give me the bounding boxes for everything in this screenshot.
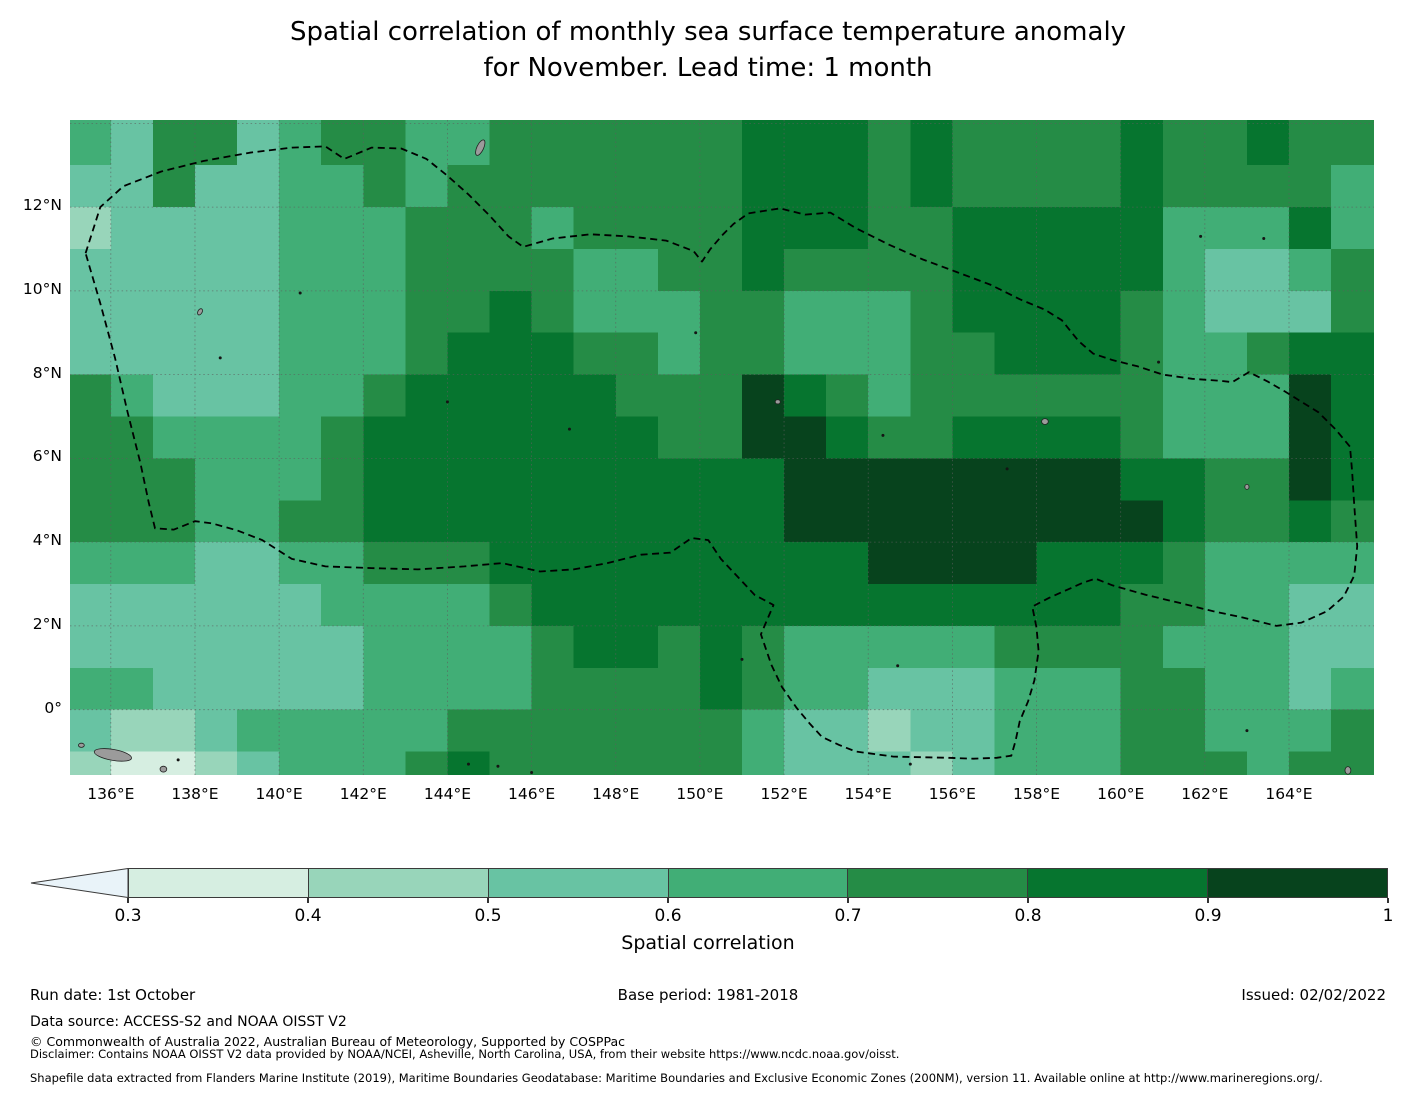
islet-dot: [219, 356, 222, 359]
x-tick-label: 148°E: [592, 785, 640, 803]
x-tick-label: 164°E: [1265, 785, 1313, 803]
x-tick-label: 144°E: [423, 785, 471, 803]
x-tick-label: 152°E: [760, 785, 808, 803]
x-tick-label: 136°E: [87, 785, 135, 803]
island: [1245, 484, 1249, 489]
colorbar-tick-label: 0.6: [654, 906, 682, 926]
islet-dot: [1262, 237, 1265, 240]
islet-dot: [446, 400, 449, 403]
island: [78, 743, 84, 747]
colorbar-tick-mark: [487, 898, 489, 903]
correlation-heatmap: [70, 120, 1374, 775]
colorbar-segment: [1027, 869, 1207, 897]
y-tick-label: 6°N: [32, 447, 62, 466]
x-tick-label: 138°E: [171, 785, 219, 803]
colorbar-tick-mark: [307, 898, 309, 903]
x-tick-label: 158°E: [1012, 785, 1061, 803]
colorbar-segment: [668, 869, 848, 897]
islet-dot: [694, 331, 697, 334]
y-tick-label: 10°N: [22, 279, 62, 298]
x-tick-label: 156°E: [928, 785, 976, 803]
islet-dot: [1157, 361, 1160, 364]
shapefile-credit-text: Shapefile data extracted from Flanders Marine Institute (2019), Maritime Boundaries Geodatabase: Maritime Boundaries and Exclusive Economic Zones (200NM), version 11. Available online at http://www.marineregions.org/.: [30, 1071, 1323, 1085]
island: [160, 766, 167, 772]
run-date-text: Run date: 1st October: [30, 986, 196, 1004]
base-period-text: Base period: 1981-2018: [617, 986, 799, 1004]
islet-dot: [299, 291, 302, 294]
islet-dot: [909, 763, 912, 766]
x-tick-label: 162°E: [1181, 785, 1229, 803]
colorbar-tick-label: 0.5: [474, 906, 502, 926]
colorbar-bar: [128, 868, 1388, 898]
islet-dot: [881, 434, 884, 437]
islet-dot: [740, 658, 743, 661]
x-tick-label: 140°E: [255, 785, 303, 803]
islet-dot: [568, 428, 571, 431]
islet-dot: [1199, 235, 1202, 238]
map-canvas: [70, 120, 1374, 775]
island: [775, 400, 780, 404]
colorbar-tick-label: 0.7: [834, 906, 862, 926]
colorbar-tick-mark: [1387, 898, 1389, 903]
y-tick-label: 4°N: [32, 531, 62, 550]
copyright-text: © Commonwealth of Australia 2022, Australian Bureau of Meteorology, Supported by COSPPac: [30, 1034, 625, 1049]
colorbar-tick-label: 1: [1382, 906, 1394, 926]
x-tick-label: 154°E: [844, 785, 892, 803]
y-tick-label: 0°: [44, 698, 62, 717]
x-tick-label: 142°E: [339, 785, 387, 803]
y-tick-label: 2°N: [32, 614, 62, 633]
colorbar-tick-mark: [847, 898, 849, 903]
colorbar-tick-label: 0.3: [114, 906, 142, 926]
islet-dot: [896, 664, 899, 667]
x-tick-label: 150°E: [676, 785, 724, 803]
island: [1345, 767, 1351, 775]
colorbar-segment: [308, 869, 488, 897]
data-source-text: Data source: ACCESS-S2 and NOAA OISST V2: [30, 1014, 347, 1030]
colorbar-tick-mark: [667, 898, 669, 903]
colorbar: [0, 860, 1416, 970]
islet-dot: [1245, 729, 1248, 732]
colorbar-segment: [847, 869, 1027, 897]
x-tick-label: 160°E: [1097, 785, 1145, 803]
issued-text: Issued: 02/02/2022: [1241, 986, 1386, 1004]
colorbar-tick-label: 0.8: [1014, 906, 1042, 926]
title-line-2: for November. Lead time: 1 month: [483, 53, 933, 83]
islet-dot: [530, 771, 533, 774]
islet-dot: [177, 758, 180, 761]
colorbar-tick-label: 0.9: [1194, 906, 1222, 926]
colorbar-segment: [129, 869, 308, 897]
islet-dot: [467, 763, 470, 766]
island: [1042, 419, 1049, 425]
figure-title: [0, 14, 1416, 86]
title-line-1: Spatial correlation of monthly sea surface temperature anomaly: [289, 17, 1127, 47]
colorbar-segment: [1207, 869, 1387, 897]
y-tick-label: 8°N: [32, 363, 62, 382]
colorbar-tick-mark: [1027, 898, 1029, 903]
colorbar-tick-mark: [1207, 898, 1209, 903]
colorbar-tick-mark: [127, 898, 129, 903]
islet-dot: [496, 765, 499, 768]
islet-dot: [1006, 467, 1009, 470]
colorbar-tick-label: 0.4: [294, 906, 322, 926]
colorbar-label: Spatial correlation: [621, 932, 795, 954]
colorbar-under-arrow: [30, 868, 129, 898]
disclaimer-text: Disclaimer: Contains NOAA OISST V2 data provided by NOAA/NCEI, Asheville, North Carolina, USA, from their website https://www.ncdc.noaa.gov/oisst.: [30, 1047, 900, 1061]
x-tick-label: 146°E: [508, 785, 556, 803]
colorbar-segment: [488, 869, 668, 897]
y-tick-label: 12°N: [22, 196, 62, 215]
